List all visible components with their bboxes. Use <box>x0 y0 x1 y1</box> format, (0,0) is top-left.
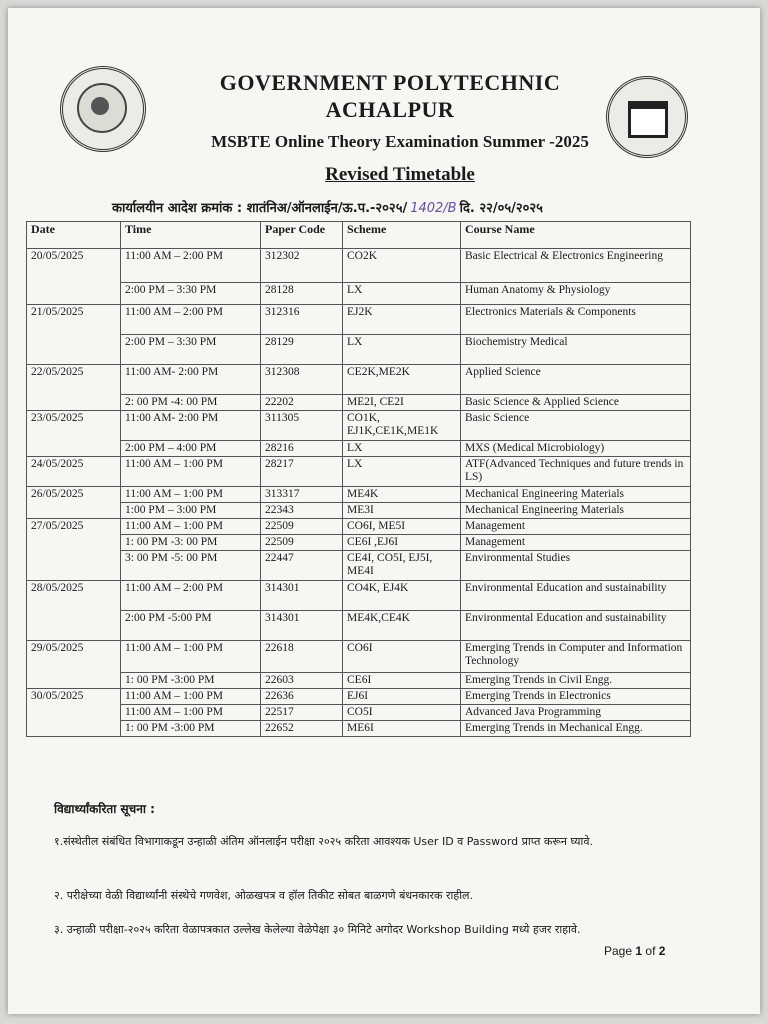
cell-course-name: Basic Electrical & Electronics Engineering <box>461 249 691 283</box>
cell-date: 20/05/2025 <box>27 249 121 305</box>
table-row <box>27 441 691 457</box>
page-number <box>604 944 665 958</box>
exam-title: MSBTE Online Theory Examination Summer -2025 <box>211 132 589 151</box>
cell-course-name: Human Anatomy & Physiology <box>461 283 691 305</box>
table-row <box>27 689 691 705</box>
cell-time: 2:00 PM – 3:30 PM <box>121 335 261 365</box>
cell-paper-code: 22447 <box>261 551 343 581</box>
institute-city: ACHALPUR <box>325 97 455 122</box>
header-paper-code: Paper Code <box>261 222 343 249</box>
cell-time: 1: 00 PM -3: 00 PM <box>121 535 261 551</box>
cell-date: 21/05/2025 <box>27 305 121 365</box>
cell-course-name: MXS (Medical Microbiology) <box>461 441 691 457</box>
cell-date: 24/05/2025 <box>27 457 121 487</box>
cell-date: 22/05/2025 <box>27 365 121 411</box>
cell-paper-code: 314301 <box>261 611 343 641</box>
cell-paper-code: 22509 <box>261 535 343 551</box>
cell-course-name: Environmental Education and sustainability <box>461 581 691 611</box>
cell-scheme: CO1K, EJ1K,CE1K,ME1K <box>343 411 461 441</box>
cell-time: 11:00 AM – 2:00 PM <box>121 581 261 611</box>
table-row <box>27 457 691 487</box>
page-current: 1 <box>635 944 643 958</box>
cell-scheme: CE2K,ME2K <box>343 365 461 395</box>
cell-paper-code: 22202 <box>261 395 343 411</box>
institute-name: GOVERNMENT POLYTECHNIC <box>219 70 561 95</box>
cell-time: 11:00 AM – 1:00 PM <box>121 689 261 705</box>
cell-paper-code: 28217 <box>261 457 343 487</box>
cell-course-name: Management <box>461 519 691 535</box>
cell-scheme: ME4K,CE4K <box>343 611 461 641</box>
cell-time: 2: 00 PM -4: 00 PM <box>121 395 261 411</box>
table-row <box>27 411 691 441</box>
cell-course-name: ATF(Advanced Techniques and future trends in LS) <box>461 457 691 487</box>
table-row <box>27 721 691 737</box>
cell-time: 11:00 AM – 1:00 PM <box>121 519 261 535</box>
table-row <box>27 395 691 411</box>
cell-time: 1: 00 PM -3:00 PM <box>121 673 261 689</box>
table-row <box>27 535 691 551</box>
cell-time: 1: 00 PM -3:00 PM <box>121 721 261 737</box>
table-row <box>27 365 691 395</box>
note-item: १.संस्थेतील संबंधित विभागाकडून उन्हाळी अंतिम ऑनलाईन परीक्षा २०२५ करिता आवश्यक User ID व Password प्राप्त करून घ्यावे. <box>54 835 594 848</box>
cell-time: 3: 00 PM -5: 00 PM <box>121 551 261 581</box>
cell-scheme: EJ2K <box>343 305 461 335</box>
cell-paper-code: 22603 <box>261 673 343 689</box>
cell-scheme: CO2K <box>343 249 461 283</box>
cell-paper-code: 312316 <box>261 305 343 335</box>
cell-course-name: Biochemistry Medical <box>461 335 691 365</box>
cell-date: 23/05/2025 <box>27 411 121 457</box>
table-row <box>27 503 691 519</box>
table-row <box>27 305 691 335</box>
cell-course-name: Management <box>461 535 691 551</box>
cell-course-name: Mechanical Engineering Materials <box>461 503 691 519</box>
cell-date: 30/05/2025 <box>27 689 121 737</box>
table-row <box>27 487 691 503</box>
timetable <box>26 221 691 737</box>
institute-logo-left <box>60 66 146 152</box>
header-date: Date <box>27 222 121 249</box>
cell-date: 26/05/2025 <box>27 487 121 519</box>
cell-paper-code: 314301 <box>261 581 343 611</box>
cell-date: 27/05/2025 <box>27 519 121 581</box>
cell-time: 11:00 AM – 1:00 PM <box>121 457 261 487</box>
cell-date: 28/05/2025 <box>27 581 121 641</box>
cell-paper-code: 22652 <box>261 721 343 737</box>
cell-paper-code: 22618 <box>261 641 343 673</box>
cell-time: 11:00 AM – 2:00 PM <box>121 249 261 283</box>
cell-paper-code: 22509 <box>261 519 343 535</box>
header-time: Time <box>121 222 261 249</box>
page-total: 2 <box>658 944 666 958</box>
cell-paper-code: 28216 <box>261 441 343 457</box>
cell-time: 11:00 AM – 1:00 PM <box>121 641 261 673</box>
table-row <box>27 611 691 641</box>
page-label: Page <box>604 944 633 958</box>
cell-course-name: Emerging Trends in Electronics <box>461 689 691 705</box>
office-order-line <box>112 198 672 216</box>
cell-time: 2:00 PM -5:00 PM <box>121 611 261 641</box>
cell-course-name: Applied Science <box>461 365 691 395</box>
cell-scheme: LX <box>343 457 461 487</box>
page-of: of <box>645 944 656 958</box>
cell-scheme: CE4I, CO5I, EJ5I, ME4I <box>343 551 461 581</box>
document-subtitle: Revised Timetable <box>325 164 475 185</box>
table-row <box>27 641 691 673</box>
notes-title: विद्यार्थ्यांकरिता सूचना : <box>54 802 155 816</box>
cell-paper-code: 312302 <box>261 249 343 283</box>
cell-time: 2:00 PM – 4:00 PM <box>121 441 261 457</box>
header-course-name: Course Name <box>461 222 691 249</box>
cell-scheme: ME2I, CE2I <box>343 395 461 411</box>
note-item: ३. उन्हाळी परीक्षा-२०२५ करिता वेळापत्रकात उल्लेख केलेल्या वेळेपेक्षा ३० मिनिटे अगोदर Workshop Building मध्ये हजर राहावे. <box>54 923 581 936</box>
cell-scheme: ME6I <box>343 721 461 737</box>
cell-course-name: Emerging Trends in Mechanical Engg. <box>461 721 691 737</box>
cell-course-name: Emerging Trends in Computer and Information Technology <box>461 641 691 673</box>
order-date: दि. २२/०५/२०२५ <box>459 201 543 216</box>
cell-time: 11:00 AM – 1:00 PM <box>121 705 261 721</box>
table-header-row <box>27 222 691 249</box>
cell-paper-code: 22636 <box>261 689 343 705</box>
cell-course-name: Mechanical Engineering Materials <box>461 487 691 503</box>
table-row <box>27 705 691 721</box>
header-scheme: Scheme <box>343 222 461 249</box>
cell-time: 11:00 AM – 2:00 PM <box>121 305 261 335</box>
cell-course-name: Basic Science & Applied Science <box>461 395 691 411</box>
order-handwritten-number: 1402/B <box>410 201 457 216</box>
cell-time: 1:00 PM – 3:00 PM <box>121 503 261 519</box>
cell-scheme: LX <box>343 283 461 305</box>
cell-paper-code: 311305 <box>261 411 343 441</box>
table-row <box>27 673 691 689</box>
cell-time: 11:00 AM- 2:00 PM <box>121 411 261 441</box>
cell-time: 11:00 AM – 1:00 PM <box>121 487 261 503</box>
table-row <box>27 551 691 581</box>
note-item: २. परीक्षेच्या वेळी विद्यार्थ्यांनी संस्थेचे गणवेश, ओळखपत्र व हॉल तिकीट सोबत बाळगणे बंधनकारक राहील. <box>54 889 473 902</box>
table-row <box>27 519 691 535</box>
cell-course-name: Basic Science <box>461 411 691 441</box>
emblem-icon <box>77 83 127 133</box>
cell-scheme: EJ6I <box>343 689 461 705</box>
cell-paper-code: 313317 <box>261 487 343 503</box>
cell-course-name: Advanced Java Programming <box>461 705 691 721</box>
table-row <box>27 335 691 365</box>
cell-date: 29/05/2025 <box>27 641 121 689</box>
cell-course-name: Emerging Trends in Civil Engg. <box>461 673 691 689</box>
cell-course-name: Electronics Materials & Components <box>461 305 691 335</box>
cell-paper-code: 28128 <box>261 283 343 305</box>
cell-scheme: CO6I <box>343 641 461 673</box>
cell-paper-code: 22343 <box>261 503 343 519</box>
cell-scheme: CO4K, EJ4K <box>343 581 461 611</box>
cell-scheme: LX <box>343 441 461 457</box>
cell-scheme: ME3I <box>343 503 461 519</box>
cell-scheme: CE6I ,EJ6I <box>343 535 461 551</box>
cell-paper-code: 312308 <box>261 365 343 395</box>
table-row <box>27 249 691 283</box>
cell-time: 2:00 PM – 3:30 PM <box>121 283 261 305</box>
cell-course-name: Environmental Studies <box>461 551 691 581</box>
cell-scheme: LX <box>343 335 461 365</box>
table-row <box>27 283 691 305</box>
order-prefix: कार्यालयीन आदेश क्रमांक : शातंनिअ/ऑनलाईन/ऊ.प.-२०२५/ <box>112 201 408 216</box>
cell-scheme: CO6I, ME5I <box>343 519 461 535</box>
cell-scheme: CE6I <box>343 673 461 689</box>
table-row <box>27 581 691 611</box>
cell-course-name: Environmental Education and sustainability <box>461 611 691 641</box>
cell-scheme: CO5I <box>343 705 461 721</box>
cell-scheme: ME4K <box>343 487 461 503</box>
cell-paper-code: 22517 <box>261 705 343 721</box>
cell-paper-code: 28129 <box>261 335 343 365</box>
cell-time: 11:00 AM- 2:00 PM <box>121 365 261 395</box>
